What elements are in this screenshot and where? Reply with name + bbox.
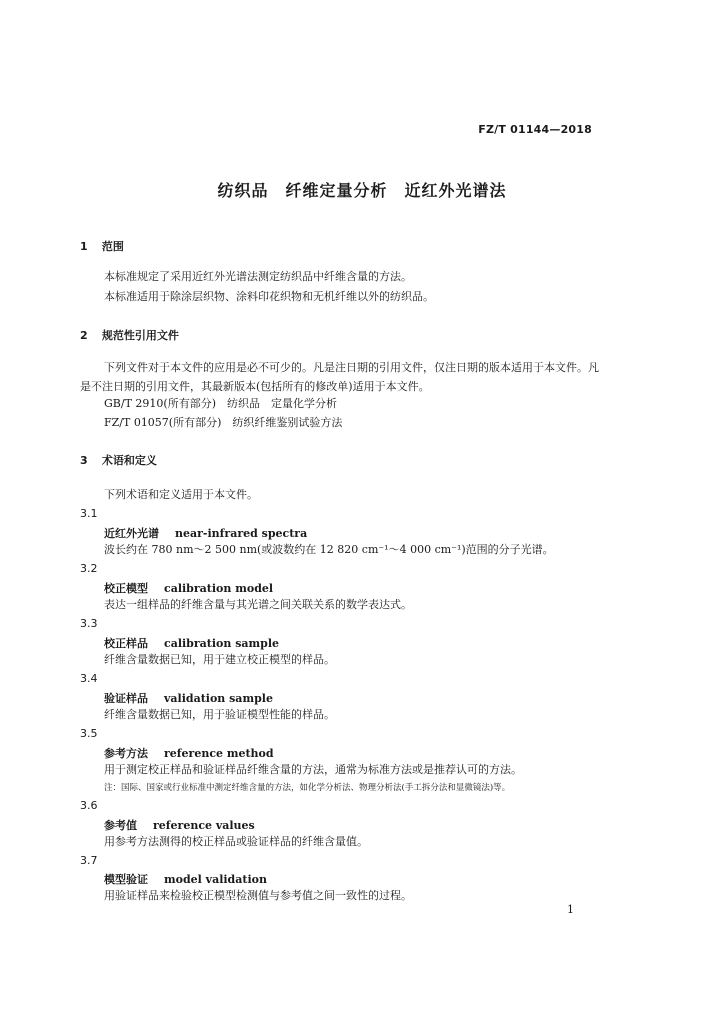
terms-intro: 下列术语和定义适用于本文件。 — [104, 488, 258, 501]
term-heading — [104, 525, 307, 541]
term-definition: 用于测定校正样品和验证样品纤维含量的方法，通常为标准方法或是推荐认可的方法。 — [104, 763, 522, 776]
term-en: model validation — [164, 873, 267, 886]
normative-ref-1: GB/T 2910(所有部分) 纺织品 定量化学分析 — [104, 397, 337, 410]
section-title: 术语和定义 — [101, 454, 157, 467]
term-en: near-infrared spectra — [175, 527, 308, 540]
term-definition: 纤维含量数据已知，用于验证模型性能的样品。 — [104, 708, 335, 721]
standard-code: FZ/T 01144—2018 — [478, 123, 592, 136]
term-number: 3.1 — [80, 507, 98, 520]
term-note: 注：国际、国家或行业标准中测定纤维含量的方法，如化学分析法、物理分析法(手工拆分法和显微镜法)等。 — [104, 783, 511, 793]
term-en: reference values — [153, 819, 255, 832]
term-heading — [104, 745, 274, 761]
term-en: reference method — [164, 747, 274, 760]
term-zh: 参考值 — [104, 819, 137, 832]
section-title: 范围 — [101, 240, 124, 253]
term-definition: 用参考方法测得的校正样品或验证样品的纤维含量值。 — [104, 835, 368, 848]
term-heading — [104, 635, 279, 651]
section-number: 3 — [80, 454, 88, 467]
term-definition: 表达一组样品的纤维含量与其光谱之间关联关系的数学表达式。 — [104, 598, 412, 611]
term-zh: 参考方法 — [104, 747, 148, 760]
section-title: 规范性引用文件 — [101, 329, 179, 342]
document-title: 纺织品 纤维定量分析 近红外光谱法 — [217, 181, 507, 200]
term-number: 3.4 — [80, 672, 98, 685]
normative-intro: 下列文件对于本文件的应用是必不可少的。凡是注日期的引用文件，仅注日期的版本适用于本文件。凡是不注日期的引用文件，其最新版本(包括所有的修改单)适用于本文件。 — [80, 361, 599, 393]
section-number: 1 — [80, 240, 88, 253]
page-number: 1 — [567, 903, 574, 916]
term-definition: 纤维含量数据已知，用于建立校正模型的样品。 — [104, 653, 335, 666]
term-heading — [104, 690, 273, 706]
term-definition: 波长约在 780 nm～2 500 nm(或波数约在 12 820 cm⁻¹～4 000 cm⁻¹)范围的分子光谱。 — [104, 543, 554, 556]
section-number: 2 — [80, 329, 88, 342]
term-number: 3.7 — [80, 854, 98, 867]
term-number: 3.6 — [80, 799, 98, 812]
term-en: calibration sample — [164, 637, 280, 650]
scope-paragraph-1: 本标准规定了采用近红外光谱法测定纺织品中纤维含量的方法。 — [104, 270, 412, 283]
term-number: 3.3 — [80, 617, 98, 630]
term-heading — [104, 871, 267, 887]
term-definition: 用验证样品来检验校正模型检测值与参考值之间一致性的过程。 — [104, 889, 412, 902]
term-heading — [104, 817, 255, 833]
term-en: validation sample — [164, 692, 273, 705]
term-zh: 模型验证 — [104, 873, 148, 886]
section-2-heading — [80, 327, 179, 343]
term-zh: 校正模型 — [104, 582, 148, 595]
normative-ref-2: FZ/T 01057(所有部分) 纺织纤维鉴别试验方法 — [104, 416, 343, 429]
term-zh: 近红外光谱 — [104, 527, 159, 540]
section-1-heading — [80, 238, 124, 254]
term-zh: 验证样品 — [104, 692, 148, 705]
section-3-heading — [80, 452, 157, 468]
term-en: calibration model — [164, 582, 274, 595]
term-number: 3.2 — [80, 562, 98, 575]
scope-paragraph-2: 本标准适用于除涂层织物、涂料印花织物和无机纤维以外的纺织品。 — [104, 290, 434, 303]
term-number: 3.5 — [80, 727, 98, 740]
term-zh: 校正样品 — [104, 637, 148, 650]
term-heading — [104, 580, 273, 596]
